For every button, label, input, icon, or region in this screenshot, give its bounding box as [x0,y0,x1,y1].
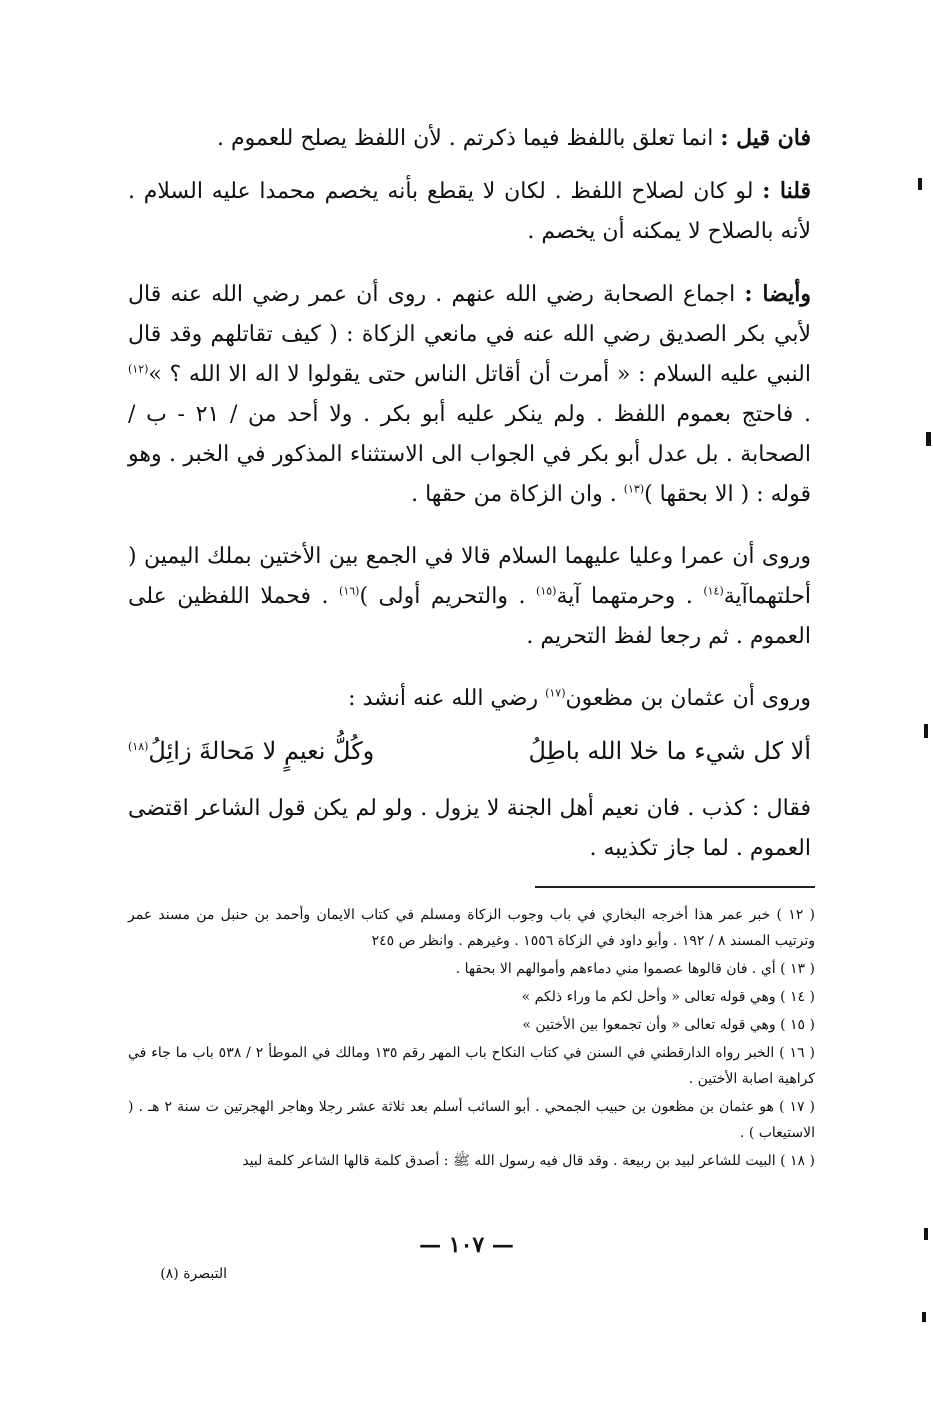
footnote-16: ( ١٦ ) الخبر رواه الدارقطني في السنن في كتاب النكاح باب المهر رقم ١٣٥ ومالك في الموطأ ٢ / ٥٣٨ باب ما جاء في كراهية اصابة الأختين . [128,1045,815,1087]
reply-lead: قلنا : [762,178,812,204]
footnote-ref-13[interactable]: (١٣) [623,482,645,496]
footnote-15: ( ١٥ ) وهي قوله تعالى « وأن تجمعوا بين الأختين » [522,1017,815,1033]
footnote-ref-16[interactable]: (١٦) [339,584,360,598]
objection-lead: فان قيل : [720,125,811,151]
uthman-text-b: رضي الله عنه أنشد : [348,686,546,711]
footnote-ref-12[interactable]: (١٢) [128,362,149,376]
footnote-17: ( ١٧ ) هو عثمان بن مظعون بن حبيب الجمحي . أبو السائب أسلم بعد ثلاثة عشر رجلا وهاجر الهجرتين ت سنة ٢ هـ . ( الاستيعاب ) . [128,1099,815,1141]
footnote-ref-17[interactable]: (١٧) [545,686,566,700]
footnote-18: ( ١٨ ) البيت للشاعر لبيد بن ربيعة . وقد قال فيه رسول الله ﷺ : أصدق كلمة قالها الشاعر كلمة لبيد [242,1153,815,1169]
verse-second-hemistich: وكُلُّ نعيمٍ لا مَحالةَ زائِلُ [148,737,375,765]
main-text [128,118,811,891]
sisters-text-a: وروى أن عمرا وعليا عليهما السلام قالا في الجمع بين الأختين بملك اليمين ( أحلتهماآية [128,544,811,609]
scan-mark [918,178,922,190]
sisters-text-d: . فحملا اللفظين على العموم . ثم رجعا لفظ التحريم . [128,584,811,649]
uthman-text-a: وروى أن عثمان بن مظعون [565,686,811,711]
scan-mark [924,1228,928,1240]
footnote-12: ( ١٢ ) خبر عمر هذا أخرجه البخاري في باب وجوب الزكاة ومسلم في كتاب الايمان وأحمد بن حنبل من مسند عمر وترتيب المسند ٨ / ١٩٢ . وأبو داود في الزكاة ١٥٥٦ . وغيرهم . وانظر ص ٢٤٥ [128,907,816,949]
verse-second-hemistich-wrap [128,731,374,771]
footnotes-section [128,902,815,1176]
paragraph-objection [128,118,811,159]
scan-mark [926,432,931,446]
paragraph-uthman [128,679,811,719]
page-number: — ١٠٧ — [419,1232,514,1258]
footnote-13: ( ١٣ ) أي . فان قالوها عصموا مني دماءهم وأموالهم الا بحقها . [455,961,815,977]
conclusion-text: فقال : كذب . فان نعيم أهل الجنة لا يزول . ولو لم يكن قول الشاعر اقتضى العموم . لما جاز تكذيبه . [128,796,811,861]
consensus-text-a: اجماع الصحابة رضي الله عنهم . روى أن عمر رضي الله عنه قال لأبي بكر الصديق رضي الله عنه في مانعي الزكاة : ( كيف تقاتلهم وقد قال النبي عليه السلام : « أمرت أن أقاتل الناس حتى يقولوا لا اله الا الله ؟ » [128,282,811,387]
footnote-ref-14[interactable]: (١٤) [703,584,724,598]
paragraph-conclusion [128,789,811,869]
consensus-text-b: . فاحتج بعموم اللفظ . ولم ينكر عليه أبو بكر . ولا أحد من / ٢١ - ب / الصحابة . بل عدل أبو بكر في الجواب الى الاستثناء المذكور في الخبر . وهو قوله : ( الا بحقها ) [128,402,811,507]
sisters-text-b: . وحرمتهما آية [556,584,704,609]
footnote-divider [535,886,815,888]
reply-text: لو كان لصلاح اللفظ . لكان لا يقطع بأنه يخصم محمدا عليه السلام . لأنه بالصلاح لا يمكنه أن يخصم . [128,179,811,244]
signature-mark: التبصرة (٨) [160,1266,227,1282]
verse-first-hemistich: ألا كل شيء ما خلا الله باطِلُ [528,737,811,765]
footnote-14: ( ١٤ ) وهي قوله تعالى « وأحل لكم ما وراء ذلكم » [521,989,815,1005]
footnote-ref-15[interactable]: (١٥) [536,584,557,598]
scan-mark [922,1312,926,1322]
footnote-ref-18[interactable]: (١٨) [128,740,149,753]
sisters-text-c: . والتحريم أولى ) [359,584,537,609]
paragraph-sisters [128,537,811,657]
objection-text: انما تعلق باللفظ فيما ذكرتم . لأن اللفظ يصلح للعموم . [217,126,721,151]
poem-verse [128,731,811,771]
consensus-text-c: . وان الزكاة من حقها . [411,482,624,507]
paragraph-reply [128,171,811,252]
scan-mark [924,724,928,738]
consensus-lead: وأيضا : [744,281,812,307]
paragraph-consensus [128,274,811,515]
